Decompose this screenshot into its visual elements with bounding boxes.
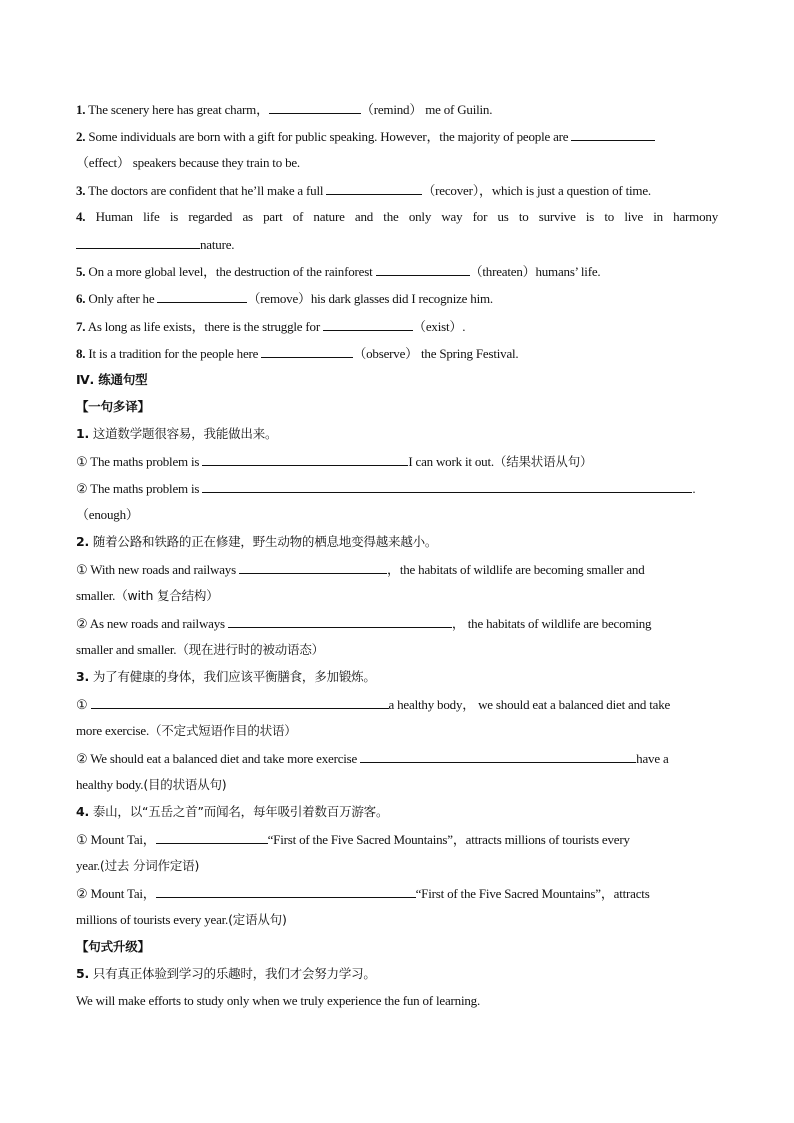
q2-option-1-cont: smaller.（with 复合结构） xyxy=(76,588,219,603)
q5-sentence: We will make efforts to study only when we truly experience the fun of learning. xyxy=(76,993,481,1008)
subsection-heading: 【一句多译】 xyxy=(76,399,150,414)
item-5: 5. On a more global level，the destruction of the rainforest （threaten）humans’ life. xyxy=(76,264,601,279)
q2-option-2-cont: smaller and smaller.（现在进行时的被动语态） xyxy=(76,642,324,657)
q4-option-1: ① Mount Tai， “First of the Five Sacred Mountains”，attracts millions of tourists every xyxy=(76,832,630,847)
answer-blank[interactable] xyxy=(323,318,413,331)
q4-option-2: ② Mount Tai， “First of the Five Sacred Mountains”，attracts xyxy=(76,886,650,901)
answer-blank[interactable] xyxy=(202,453,408,466)
answer-blank[interactable] xyxy=(91,696,389,709)
answer-blank[interactable] xyxy=(261,345,353,358)
subsection-heading-2: 【句式升级】 xyxy=(76,939,150,954)
answer-blank[interactable] xyxy=(76,236,200,249)
q1-option-1: ① The maths problem is I can work it out.（结果状语从句） xyxy=(76,454,593,469)
item-6: 6. Only after he （remove）his dark glasses did I recognize him. xyxy=(76,291,493,306)
answer-blank[interactable] xyxy=(228,615,452,628)
question-1: 1. 这道数学题很容易，我能做出来。 xyxy=(76,426,278,441)
answer-blank[interactable] xyxy=(571,128,655,141)
q2-option-2: ② As new roads and railways ， the habitats of wildlife are becoming xyxy=(76,616,652,631)
q4-option-1-cont: year.(过去 分词作定语) xyxy=(76,858,200,873)
q2-option-1: ① With new roads and railways ，the habitats of wildlife are becoming smaller and xyxy=(76,562,645,577)
answer-blank[interactable] xyxy=(269,101,361,114)
item-7: 7. As long as life exists，there is the struggle for （exist）. xyxy=(76,319,466,334)
item-2-cont: （effect） speakers because they train to be. xyxy=(76,155,300,170)
q3-option-2: ② We should eat a balanced diet and take more exercise have a xyxy=(76,751,669,766)
answer-blank[interactable] xyxy=(156,885,416,898)
item-8: 8. It is a tradition for the people here （observe） the Spring Festival. xyxy=(76,346,519,361)
answer-blank[interactable] xyxy=(239,561,387,574)
item-1: 1. The scenery here has great charm， （remind） me of Guilin. xyxy=(76,102,493,117)
section-heading: Ⅳ. 练通句型 xyxy=(76,372,148,387)
q3-option-1: ① a healthy body， we should eat a balanced diet and take xyxy=(76,697,671,712)
question-5: 5. 只有真正体验到学习的乐趣时，我们才会努力学习。 xyxy=(76,966,376,981)
q3-option-1-cont: more exercise.（不定式短语作目的状语） xyxy=(76,723,297,738)
answer-blank[interactable] xyxy=(326,182,422,195)
question-3: 3. 为了有健康的身体，我们应该平衡膳食，多加锻炼。 xyxy=(76,669,376,684)
answer-blank[interactable] xyxy=(156,831,268,844)
q1-option-2-cont: （enough） xyxy=(76,507,139,522)
item-2: 2. Some individuals are born with a gift for public speaking. However，the majority of people are xyxy=(76,128,718,145)
q4-option-2-cont: millions of tourists every year.(定语从句) xyxy=(76,912,287,927)
answer-blank[interactable] xyxy=(376,263,470,276)
item-3: 3. The doctors are confident that he’ll make a full （recover），which is just a question of time. xyxy=(76,183,651,198)
answer-blank[interactable] xyxy=(360,750,636,763)
question-4: 4. 泰山，以“五岳之首”而闻名，每年吸引着数百万游客。 xyxy=(76,804,389,819)
q1-option-2: ② The maths problem is . xyxy=(76,481,696,496)
item-4: 4. Human life is regarded as part of nature and the only way for us to survive is to live in harmony xyxy=(76,209,718,224)
q3-option-2-cont: healthy body.(目的状语从句) xyxy=(76,777,227,792)
question-2: 2. 随着公路和铁路的正在修建，野生动物的栖息地变得越来越小。 xyxy=(76,534,438,549)
answer-blank[interactable] xyxy=(202,480,692,493)
answer-blank[interactable] xyxy=(157,290,247,303)
item-4-cont: nature. xyxy=(76,236,718,253)
